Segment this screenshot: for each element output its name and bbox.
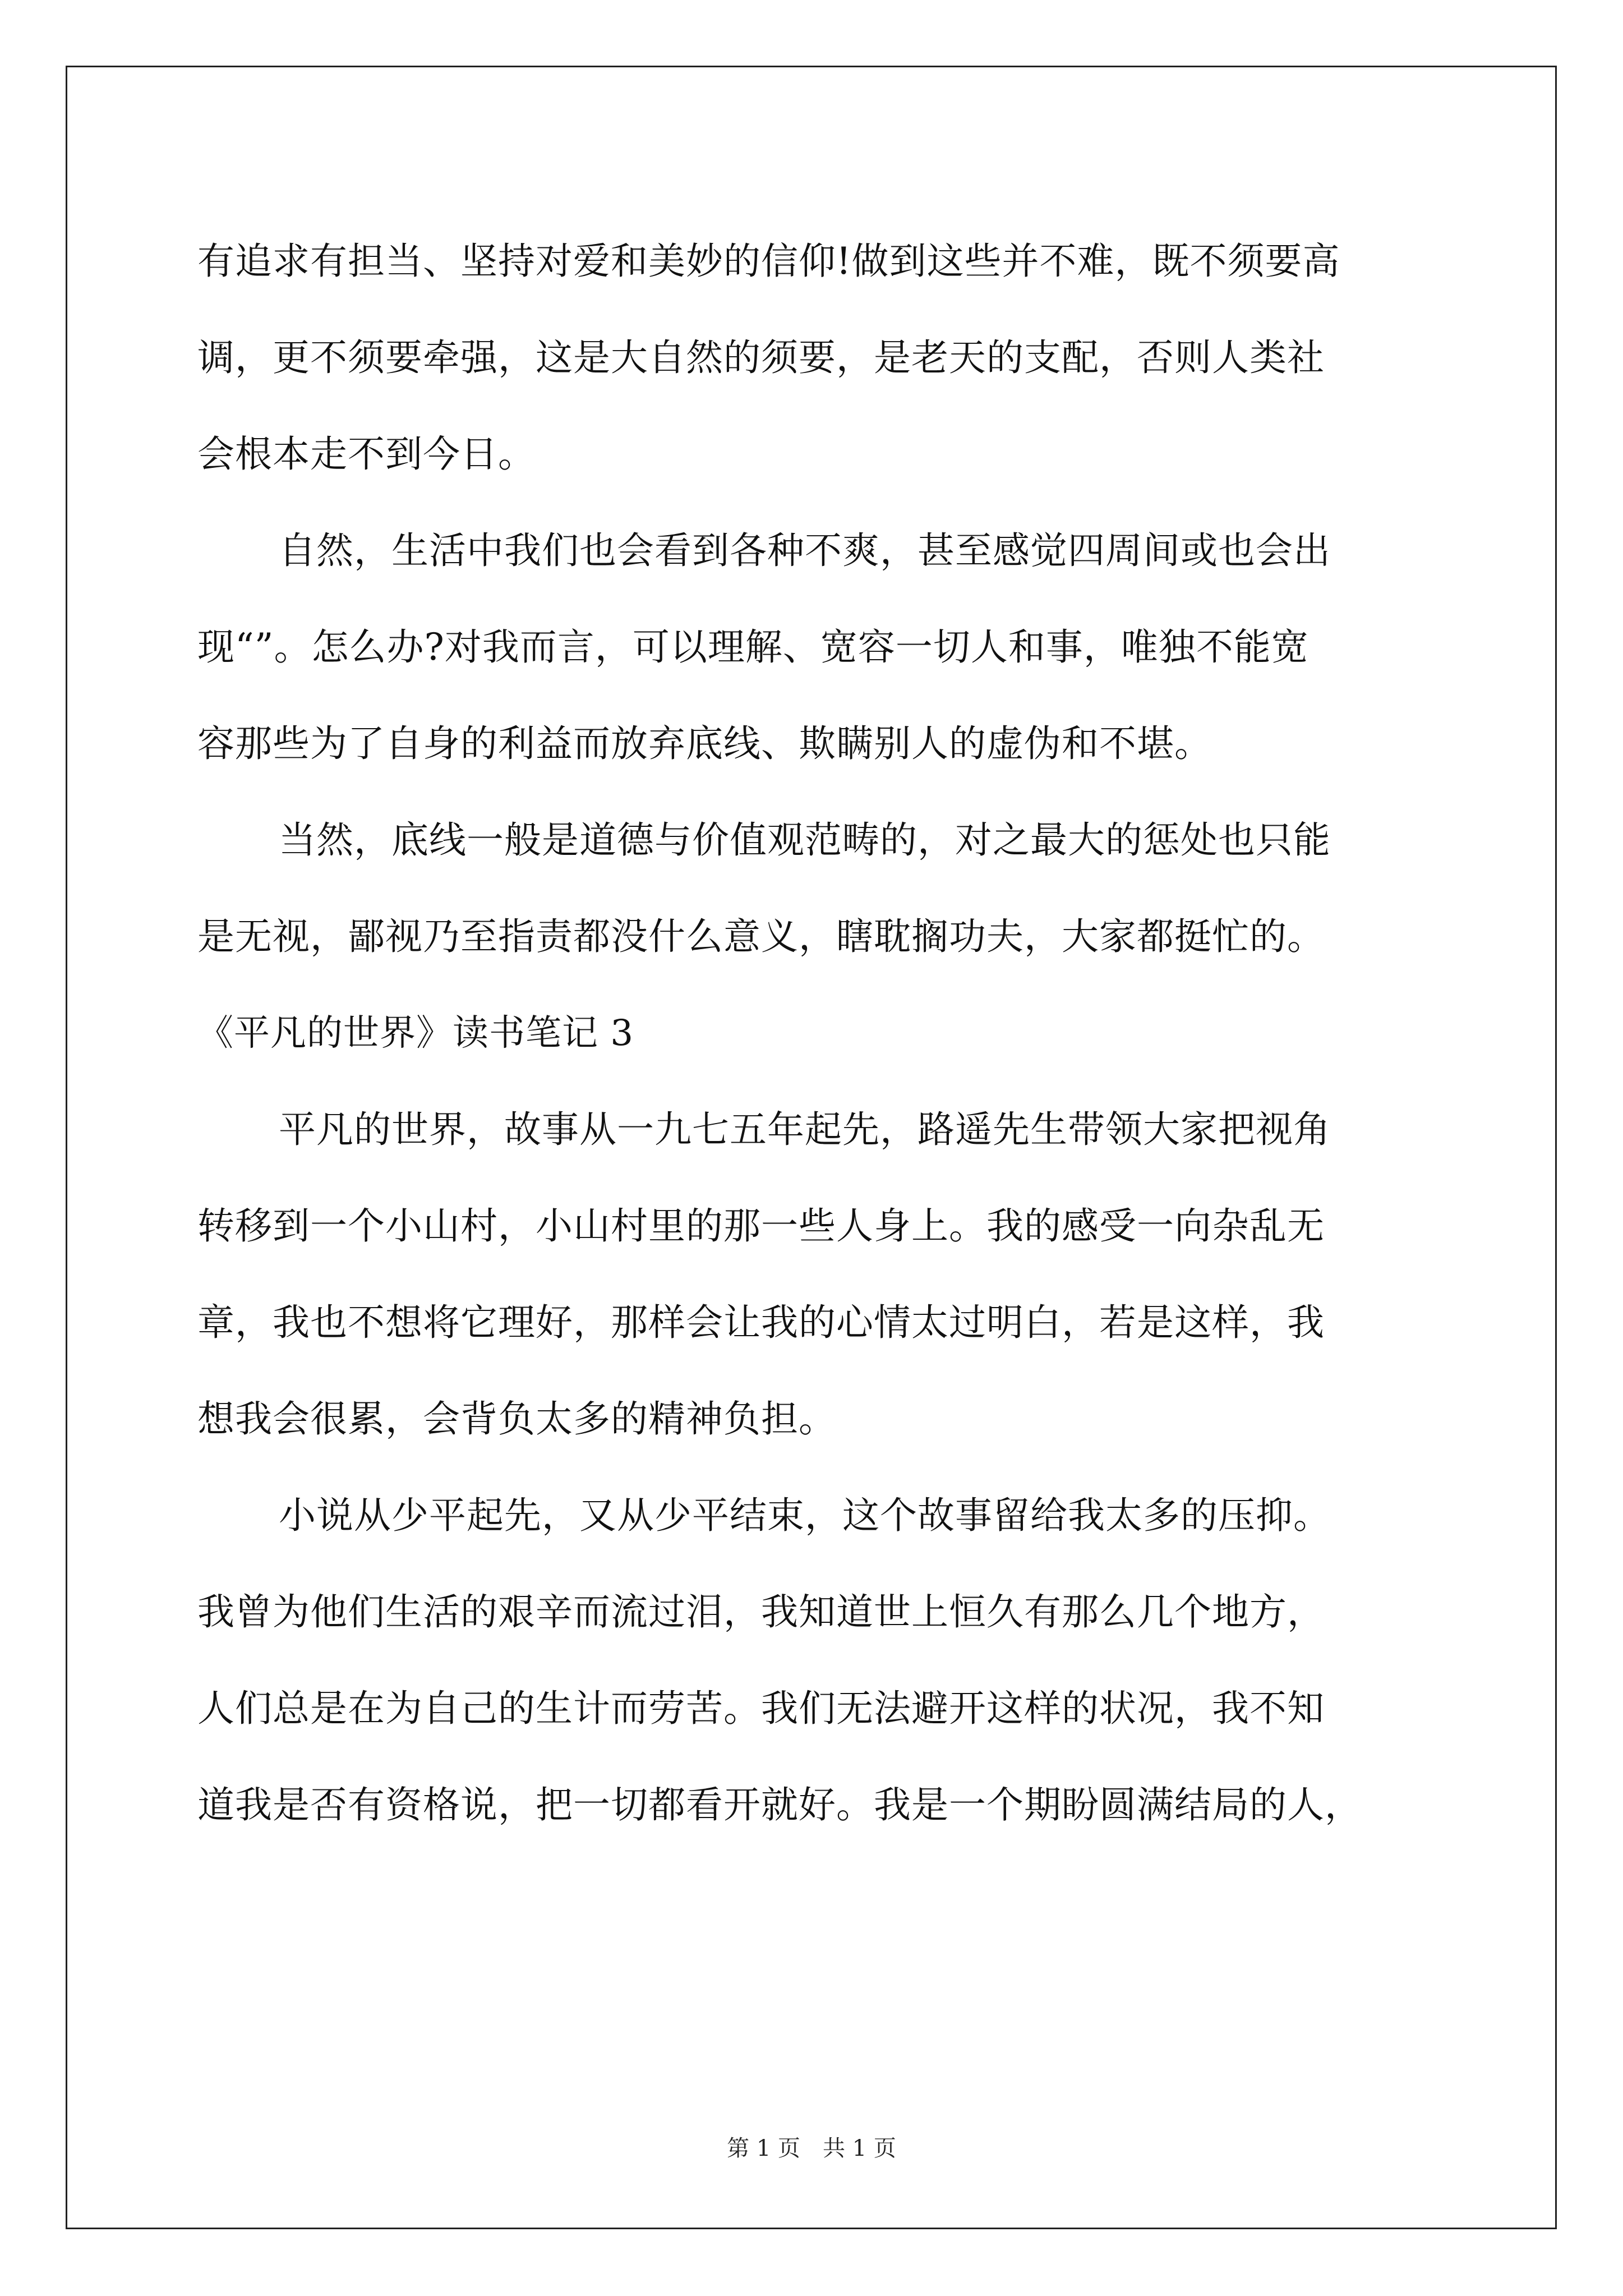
section-heading: 《平凡的世界》读书笔记 3 [197, 1013, 634, 1054]
text-line: 人们总是在为自己的生计而劳苦。我们无法避开这样的状况，我不知 [197, 1687, 1325, 1730]
text-line: 调，更不须要牵强，这是大自然的须要，是老天的支配，否则人类社 [197, 336, 1325, 379]
paragraph-start-line: 小说从少平起先，又从少平结束，这个故事留给我太多的压抑。 [279, 1494, 1331, 1537]
text-line: 现“”。怎么办?对我而言，可以理解、宽容一切人和事，唯独不能宽 [197, 625, 1309, 669]
document-body [197, 213, 1431, 1853]
paragraph-start-line: 当然，底线一般是道德与价值观范畴的，对之最大的惩处也只能 [279, 818, 1331, 862]
page-number: 第 1 页 [727, 2136, 800, 2161]
page-footer [0, 2132, 1623, 2165]
page-total: 共 1 页 [823, 2136, 896, 2161]
text-line: 有追求有担当、坚持对爱和美妙的信仰!做到这些并不难，既不须要高 [197, 240, 1340, 283]
text-line: 章，我也不想将它理好，那样会让我的心情太过明白，若是这样，我 [197, 1301, 1325, 1344]
text-line: 容那些为了自身的利益而放弃底线、欺瞒别人的虚伪和不堪。 [197, 722, 1212, 765]
text-line: 我曾为他们生活的艰辛而流过泪，我知道世上恒久有那么几个地方， [197, 1590, 1325, 1634]
text-line: 道我是否有资格说，把一切都看开就好。我是一个期盼圆满结局的人， [197, 1783, 1362, 1826]
text-line: 转移到一个小山村，小山村里的那一些人身上。我的感受一向杂乱无 [197, 1204, 1325, 1248]
paragraph-start-line: 自然，生活中我们也会看到各种不爽，甚至感觉四周间或也会出 [279, 529, 1331, 572]
text-line: 是无视，鄙视乃至指责都没什么意义，瞎耽搁功夫，大家都挺忙的。 [197, 915, 1325, 958]
text-line: 会根本走不到今日。 [197, 432, 536, 476]
paragraph-start-line: 平凡的世界，故事从一九七五年起先，路遥先生带领大家把视角 [279, 1108, 1331, 1151]
text-line: 想我会很累，会背负太多的精神负担。 [197, 1397, 836, 1441]
